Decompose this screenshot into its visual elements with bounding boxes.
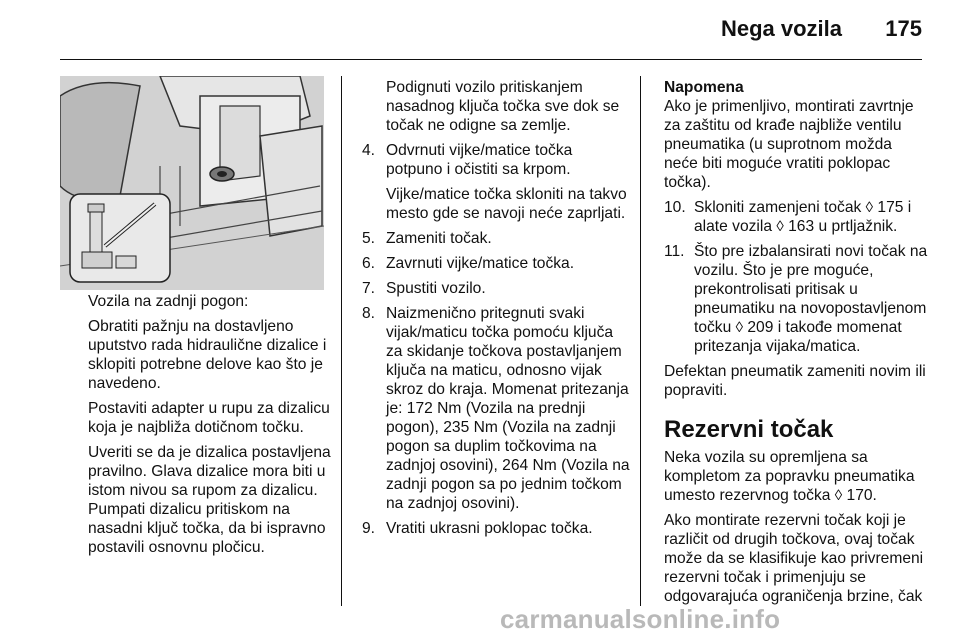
paragraph: Ako montirate rezervni točak koji je različit od drugih točkova, ovaj točak može da se klasifikuje kao privremeni rezervni točak i primenjuju se odgovarajuća ograničenja brzine, čak	[664, 512, 924, 605]
step-text: i alate vozila	[694, 199, 912, 235]
page-number: 175	[885, 16, 922, 41]
paragraph: Obratiti pažnju na dostavljeno uputstvo rada hidraulične dizalice i sklopiti potrebne delove kao što je navedeno.	[88, 318, 327, 392]
column-divider	[640, 76, 641, 606]
step-number: 7.	[362, 280, 376, 297]
step-text: Zavrnuti vijke/matice točka.	[386, 255, 575, 272]
jack-wheel-illustration	[60, 76, 324, 290]
step-text: Spustiti vozilo.	[386, 280, 486, 297]
list-item	[664, 242, 928, 356]
cross-reference-icon: ◊	[776, 218, 784, 235]
list-item	[362, 304, 630, 513]
paragraph: Defektan pneumatik zameniti novim ili popraviti.	[664, 363, 926, 399]
step-continuation: Podignuti vozilo pritiskanjem nasadnog ključa točka sve dok se točak ne odigne sa zemlje.	[386, 79, 620, 134]
paragraph-text: .	[872, 487, 877, 504]
drive-heading: Vozila na zadnji pogon:	[88, 293, 249, 310]
list-item	[362, 279, 630, 298]
list-item	[362, 141, 630, 223]
step-number: 10.	[664, 199, 686, 216]
watermark: carmanualsonline.info	[500, 604, 781, 634]
page-reference[interactable]: 175	[877, 199, 904, 216]
column-divider	[341, 76, 342, 606]
page-reference[interactable]: 163	[788, 218, 815, 235]
step-text: i takođe momenat pritezanja vijaka/matica.	[694, 319, 902, 355]
list-item	[362, 229, 630, 248]
page-header	[0, 0, 960, 62]
step-text: Skloniti zamenjeni točak	[694, 199, 866, 216]
list-item	[362, 254, 630, 273]
text-column-3	[664, 78, 928, 612]
cross-reference-icon: ◊	[865, 199, 874, 216]
step-text: Zameniti točak.	[386, 230, 492, 247]
cross-reference-icon: ◊	[735, 319, 744, 336]
jack-illustration-svg	[60, 76, 324, 290]
section-title: Rezervni točak	[664, 416, 834, 443]
paragraph-text: Neka vozila su opremljena sa kompletom za popravku pneumatika umesto rezervnog točka	[664, 449, 915, 504]
paragraph: Uveriti se da je dizalica postavljena pravilno. Glava dizalice mora biti u istom nivou sa rupom za dizalicu. Pumpati dizalicu pritiskom na nasadni ključ točka, da bi ispravno postavili osnovnu pločicu.	[88, 444, 331, 556]
list-item	[664, 198, 928, 236]
step-text: Odvrnuti vijke/matice točka potpuno i očistiti sa krpom.	[386, 142, 573, 178]
page-reference[interactable]: 170	[846, 487, 873, 504]
step-number: 6.	[362, 255, 376, 272]
step-text: Vratiti ukrasni poklopac točka.	[386, 520, 593, 537]
note-text: Ako je primenljivo, montirati zavrtnje za zaštitu od krađe najbliže ventilu pneumatika (u suprotnom možda neće biti moguće vratiti poklopac točka).	[664, 98, 914, 191]
paragraph: Postaviti adapter u rupu za dizalicu koja je najbliža dotičnom točku.	[88, 400, 330, 436]
step-number: 9.	[362, 520, 376, 537]
note-title: Napomena	[664, 79, 744, 96]
step-text: u prtljažnik.	[814, 218, 898, 235]
page-reference[interactable]: 209	[747, 319, 774, 336]
step-extra: Vijke/matice točka skloniti na takvo mesto gde se navoji neće zaprljati.	[386, 186, 627, 222]
step-number: 11.	[664, 243, 685, 260]
step-text: Naizmenično pritegnuti svaki vijak/maticu točka pomoću ključa za skidanje točkova postavljanjem ključa na maticu, odnosno vijak skroz do kraja. Momenat pritezanja je: 172 Nm (Vozila na prednji pogon), 235 Nm (Vozila na zadnji pogon sa duplim točkovima na zadnjoj osovini), 264 Nm (Vozila na zadnji pogon sa po jednim točkom na zadnjoj osovini).	[386, 305, 630, 512]
step-number: 5.	[362, 230, 376, 247]
header-divider	[60, 59, 922, 60]
step-number: 8.	[362, 305, 376, 322]
page-title: Nega vozila	[720, 16, 842, 41]
list-item	[362, 519, 630, 538]
step-number: 4.	[362, 142, 376, 159]
step-text: Što pre izbalansirati novi točak na vozilu. Što je pre moguće, prekontrolisati pritisak u pneumatiku na novopostavljenom točku	[694, 243, 928, 336]
paragraph	[664, 448, 928, 505]
text-column-2	[362, 78, 630, 544]
cross-reference-icon: ◊	[834, 487, 843, 504]
text-column-1	[88, 292, 334, 563]
